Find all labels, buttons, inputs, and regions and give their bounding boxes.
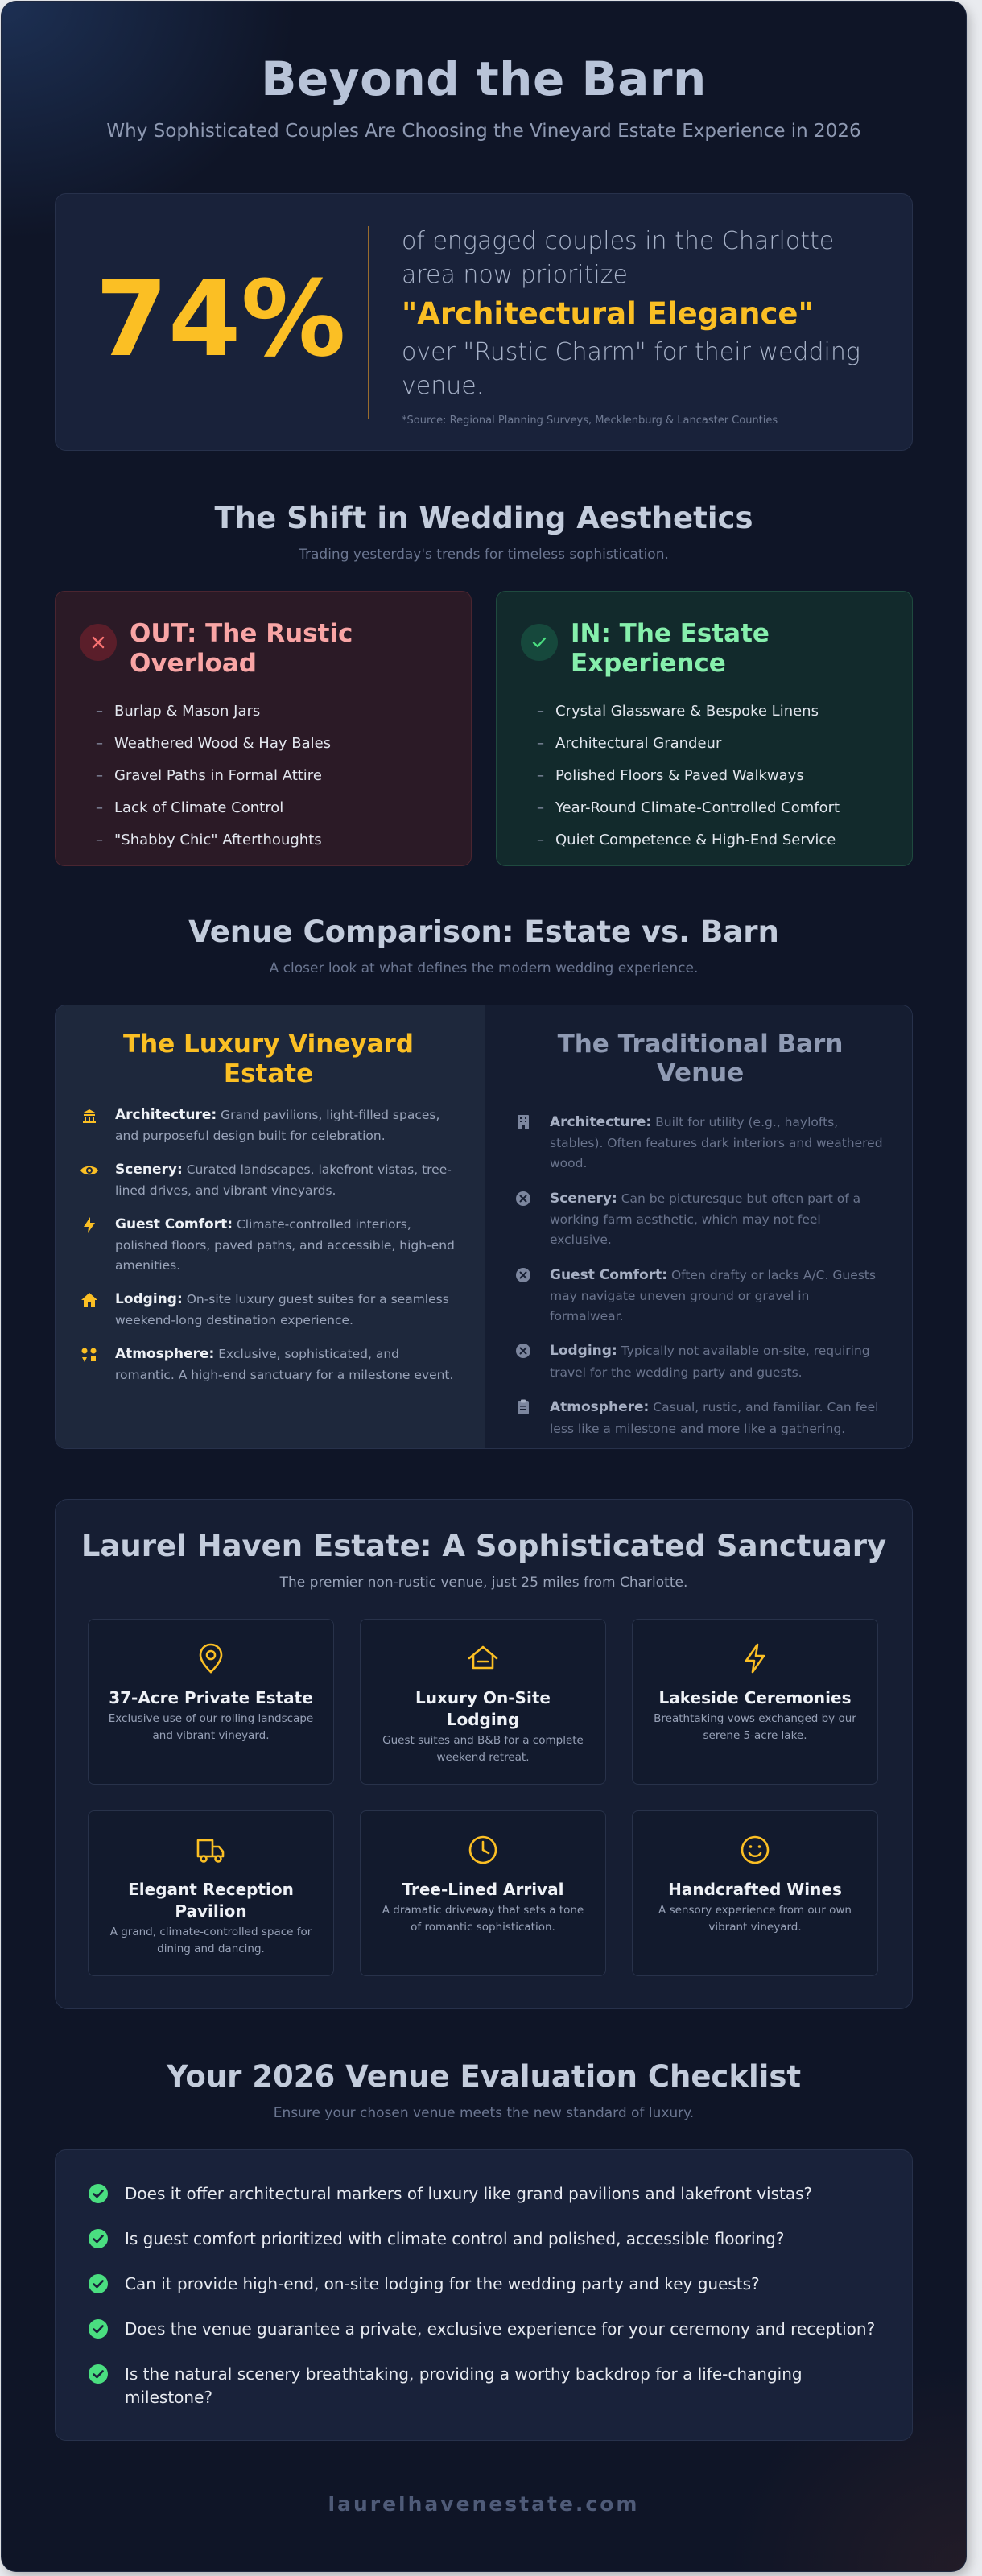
checklist-item: Does the venue guarantee a private, exclusive experience for your ceremony and reception?: [88, 2306, 880, 2351]
barn-item-architecture: Architecture: Built for utility (e.g., haylofts, stables). Often features dark interiors and weathered wood.: [514, 1112, 886, 1174]
list-item: – "Shabby Chic" Afterthoughts: [96, 832, 322, 849]
feature-card: [360, 1619, 606, 1785]
smile-icon: [737, 1832, 773, 1868]
feature-card: [632, 1810, 878, 1976]
sparkle-icon: [80, 1345, 101, 1368]
barn-item-lodging: Lodging: Typically not available on-site, requiring travel for the wedding party and guests.: [514, 1340, 886, 1382]
feature-description: A grand, climate-controlled space for dining and dancing.: [109, 1926, 312, 1955]
stat-line-1: of engaged couples in the Charlotte area now prioritize: [402, 227, 835, 289]
estate-column-title: The Luxury Vineyard Estate: [123, 1030, 414, 1088]
stat-card: [55, 193, 913, 451]
feature-card: [88, 1619, 334, 1785]
list-item: – Quiet Competence & High-End Service: [537, 832, 836, 849]
x-circle-icon: [514, 1266, 535, 1287]
checklist-item: Can it provide high-end, on-site lodging for the wedding party and key guests?: [88, 2261, 880, 2306]
stat-line-2: over "Rustic Charm" for their wedding venue.: [402, 337, 860, 400]
checklist-title: Your 2026 Venue Evaluation Checklist: [166, 2059, 802, 2094]
comparison-section-header: [2, 914, 966, 976]
map-pin-icon: [193, 1641, 229, 1676]
shift-subtitle: Trading yesterday's trends for timeless sophistication.: [299, 547, 669, 563]
feature-description: Breathtaking vows exchanged by our serene 5-acre lake.: [654, 1712, 856, 1742]
list-item: – Lack of Climate Control: [96, 799, 284, 817]
bolt-icon: [737, 1641, 773, 1676]
feature-title: 37-Acre Private Estate: [109, 1688, 313, 1707]
list-item: – Weathered Wood & Hay Bales: [96, 735, 332, 753]
checklist-item: Is guest comfort prioritized with climate control and polished, accessible flooring?: [88, 2216, 880, 2261]
in-card: [496, 591, 913, 866]
feature-description: A sensory experience from our own vibrant vineyard.: [658, 1904, 852, 1934]
barn-item-scenery: Scenery: Can be picturesque but often part of a working farm aesthetic, which may not feel exclusive.: [514, 1188, 886, 1250]
stat-description: [402, 225, 885, 427]
checklist-item: Does it offer architectural markers of luxury like grand pavilions and lakefront vistas?: [88, 2171, 880, 2216]
house-icon: [465, 1641, 501, 1676]
estate-title: Laurel Haven Estate: A Sophisticated Sanctuary: [80, 1529, 887, 1563]
home-icon: [80, 1290, 101, 1313]
feature-title: Tree-Lined Arrival: [402, 1880, 564, 1899]
estate-item-guest-comfort: Guest Comfort: Climate-controlled interiors, polished floors, paved paths, and accessible, high-end amenities.: [80, 1214, 457, 1276]
estate-subtitle: The premier non-rustic venue, just 25 miles from Charlotte.: [279, 1575, 688, 1591]
bolt-icon: [80, 1216, 101, 1238]
checklist-section-header: [2, 2059, 966, 2121]
checklist-card: [55, 2149, 913, 2441]
x-icon: [80, 624, 117, 661]
feature-card: [360, 1810, 606, 1976]
feature-card: [632, 1619, 878, 1785]
feature-title: Luxury On-Site Lodging: [415, 1688, 551, 1729]
stat-highlight: "Architectural Elegance": [402, 296, 814, 331]
checklist-subtitle: Ensure your chosen venue meets the new standard of luxury.: [273, 2105, 695, 2121]
eye-icon: [80, 1161, 101, 1183]
stat-value: 74%: [95, 258, 346, 380]
check-circle-icon: [88, 2363, 109, 2388]
feature-title: Handcrafted Wines: [668, 1880, 842, 1899]
stat-divider: [368, 226, 369, 419]
estate-column: [56, 1005, 485, 1448]
in-title: IN: The Estate Experience: [571, 619, 770, 678]
pavilion-icon: [80, 1106, 101, 1129]
x-circle-icon: [514, 1190, 535, 1211]
infographic-page: [2, 2, 966, 2571]
barn-column-title: The Traditional Barn Venue: [557, 1030, 844, 1088]
list-item: – Polished Floors & Paved Walkways: [537, 767, 804, 785]
list-item: – Gravel Paths in Formal Attire: [96, 767, 322, 785]
feature-card: [88, 1810, 334, 1976]
out-title: OUT: The Rustic Overload: [130, 619, 353, 678]
feature-title: Lakeside Ceremonies: [658, 1688, 852, 1707]
estate-item-architecture: Architecture: Grand pavilions, light-filled spaces, and purposeful design built for celebration.: [80, 1104, 457, 1146]
header: [2, 52, 966, 142]
checklist-item: Is the natural scenery breathtaking, providing a worthy backdrop for a life-changing milestone?: [88, 2351, 880, 2409]
comparison-subtitle: A closer look at what defines the modern wedding experience.: [269, 960, 699, 976]
list-item: – Crystal Glassware & Bespoke Linens: [537, 703, 819, 720]
feature-description: Exclusive use of our rolling landscape and vibrant vineyard.: [108, 1712, 314, 1742]
barn-item-atmosphere: Atmosphere: Casual, rustic, and familiar. Can feel less like a milestone and more like a gathering.: [514, 1397, 886, 1439]
in-list: [537, 696, 888, 857]
stat-source: *Source: Regional Planning Surveys, Mecklenburg & Lancaster Counties: [402, 414, 778, 427]
footer-url[interactable]: laurelhavenestate.com: [328, 2492, 640, 2516]
check-circle-icon: [88, 2183, 109, 2207]
comparison-title: Venue Comparison: Estate vs. Barn: [188, 914, 779, 949]
estate-item-lodging: Lodging: On-site luxury guest suites for a seamless weekend-long destination experience.: [80, 1289, 457, 1331]
feature-description: A dramatic driveway that sets a tone of romantic sophistication.: [382, 1904, 584, 1934]
check-icon: [521, 624, 558, 661]
truck-icon: [193, 1832, 229, 1868]
page-subtitle: Why Sophisticated Couples Are Choosing the Vineyard Estate Experience in 2026: [106, 121, 861, 142]
estate-item-scenery: Scenery: Curated landscapes, lakefront vistas, tree-lined drives, and vibrant vineyards.: [80, 1159, 457, 1201]
estate-item-atmosphere: Atmosphere: Exclusive, sophisticated, and romantic. A high-end sanctuary for a milestone event.: [80, 1344, 457, 1385]
list-item: – Year-Round Climate-Controlled Comfort: [537, 799, 840, 817]
comparison-card: [55, 1005, 913, 1449]
shift-title: The Shift in Wedding Aesthetics: [214, 501, 753, 535]
estate-card: [55, 1499, 913, 2009]
x-circle-icon: [514, 1342, 535, 1363]
out-list: [96, 696, 447, 857]
barn-item-guest-comfort: Guest Comfort: Often drafty or lacks A/C. Guests may navigate uneven ground or gravel in formalwear.: [514, 1265, 886, 1327]
check-circle-icon: [88, 2318, 109, 2343]
list-item: – Burlap & Mason Jars: [96, 703, 261, 720]
check-circle-icon: [88, 2228, 109, 2252]
page-title: Beyond the Barn: [261, 52, 707, 106]
feature-description: Guest suites and B&B for a complete weekend retreat.: [382, 1734, 584, 1764]
out-card: [55, 591, 472, 866]
barn-column: [485, 1005, 913, 1448]
clipboard-icon: [514, 1398, 535, 1419]
feature-title: Elegant Reception Pavilion: [128, 1880, 294, 1921]
shift-section-header: [2, 501, 966, 563]
list-item: – Architectural Grandeur: [537, 735, 722, 753]
clock-icon: [465, 1832, 501, 1868]
check-circle-icon: [88, 2273, 109, 2297]
building-icon: [514, 1113, 535, 1134]
